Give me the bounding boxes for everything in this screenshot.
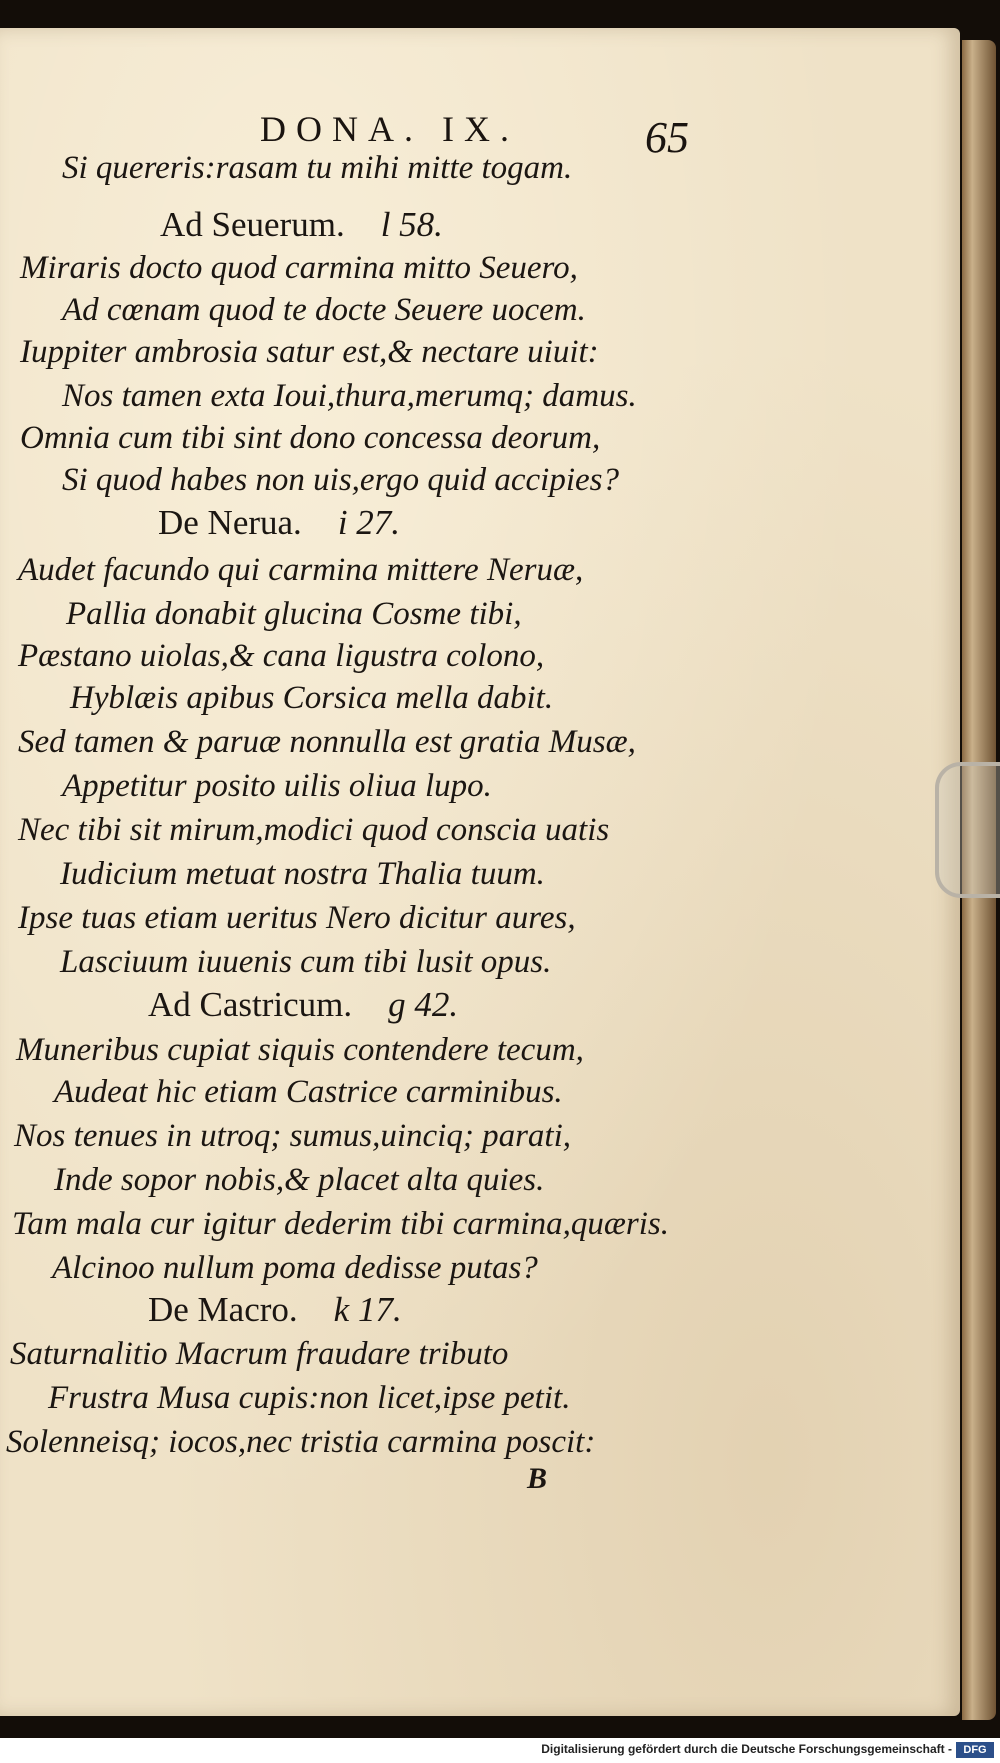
heading-reference: k 17.: [333, 1290, 402, 1329]
verse-line: Lasciuum iuuenis cum tibi lusit opus.: [60, 944, 552, 980]
funding-credit: Digitalisierung gefördert durch die Deutsche Forschungsgemeinschaft -: [541, 1742, 952, 1756]
heading-reference: g 42.: [388, 985, 459, 1024]
verse-line: Omnia cum tibi sint dono concessa deorum,: [20, 420, 601, 456]
running-title: DONA. IX.: [260, 109, 519, 149]
heading-title: De Macro.: [148, 1290, 298, 1329]
verse-line: Iudicium metuat nostra Thalia tuum.: [60, 856, 545, 892]
verse-line: Nec tibi sit mirum,modici quod conscia uatis: [18, 812, 610, 848]
page-clip: [935, 762, 1000, 898]
verse-line: Si quod habes non uis,ergo quid accipies?: [62, 462, 619, 498]
verse-line: Hyblæis apibus Corsica mella dabit.: [70, 680, 554, 716]
poem-heading: [160, 205, 443, 245]
heading-reference: i 27.: [337, 503, 401, 542]
verse-line: Miraris docto quod carmina mitto Seuero,: [20, 250, 578, 286]
verse-line: Tam mala cur igitur dederim tibi carmina,quæris.: [12, 1206, 669, 1242]
folio-number: 65: [645, 113, 689, 162]
catchword: B: [527, 1462, 548, 1495]
verse-line: Sed tamen & paruæ nonnulla est gratia Musæ,: [18, 724, 636, 760]
heading-reference: l 58.: [380, 205, 443, 244]
verse-line: Nos tamen exta Ioui,thura,merumq; damus.: [62, 378, 637, 414]
verse-line: Pæstano uiolas,& cana ligustra colono,: [18, 638, 545, 674]
verse-line: Ipse tuas etiam ueritus Nero dicitur aures,: [18, 900, 576, 936]
verse-line: Inde sopor nobis,& placet alta quies.: [54, 1162, 545, 1198]
verse-line: Nos tenues in utroq; sumus,uinciq; parati,: [14, 1118, 572, 1154]
verse-line: Saturnalitio Macrum fraudare tributo: [10, 1336, 509, 1372]
dfg-logo: DFG: [956, 1742, 994, 1758]
poem-heading: [148, 985, 458, 1025]
digitization-footer: [0, 1738, 1000, 1763]
verse-line: Solenneisq; iocos,nec tristia carmina poscit:: [6, 1424, 596, 1460]
heading-title: Ad Seuerum.: [160, 205, 345, 244]
verse-line: Alcinoo nullum poma dedisse putas?: [52, 1250, 538, 1286]
verse-line: Frustra Musa cupis:non licet,ipse petit.: [48, 1380, 571, 1416]
poem-heading: [148, 1290, 402, 1330]
verse-line: Si quereris:rasam tu mihi mitte togam.: [62, 150, 573, 186]
verse-line: Muneribus cupiat siquis contendere tecum,: [16, 1032, 584, 1068]
verse-line: Audet facundo qui carmina mittere Neruæ,: [18, 552, 584, 588]
verse-line: Ad cœnam quod te docte Seuere uocem.: [62, 292, 586, 328]
poem-heading: [158, 503, 400, 543]
verse-line: Appetitur posito uilis oliua lupo.: [62, 768, 492, 804]
heading-title: Ad Castricum.: [148, 985, 353, 1024]
verse-line: Audeat hic etiam Castrice carminibus.: [54, 1074, 563, 1110]
verse-line: Iuppiter ambrosia satur est,& nectare uiuit:: [20, 334, 599, 370]
verse-line: Pallia donabit glucina Cosme tibi,: [66, 596, 522, 632]
heading-title: De Nerua.: [158, 503, 302, 542]
